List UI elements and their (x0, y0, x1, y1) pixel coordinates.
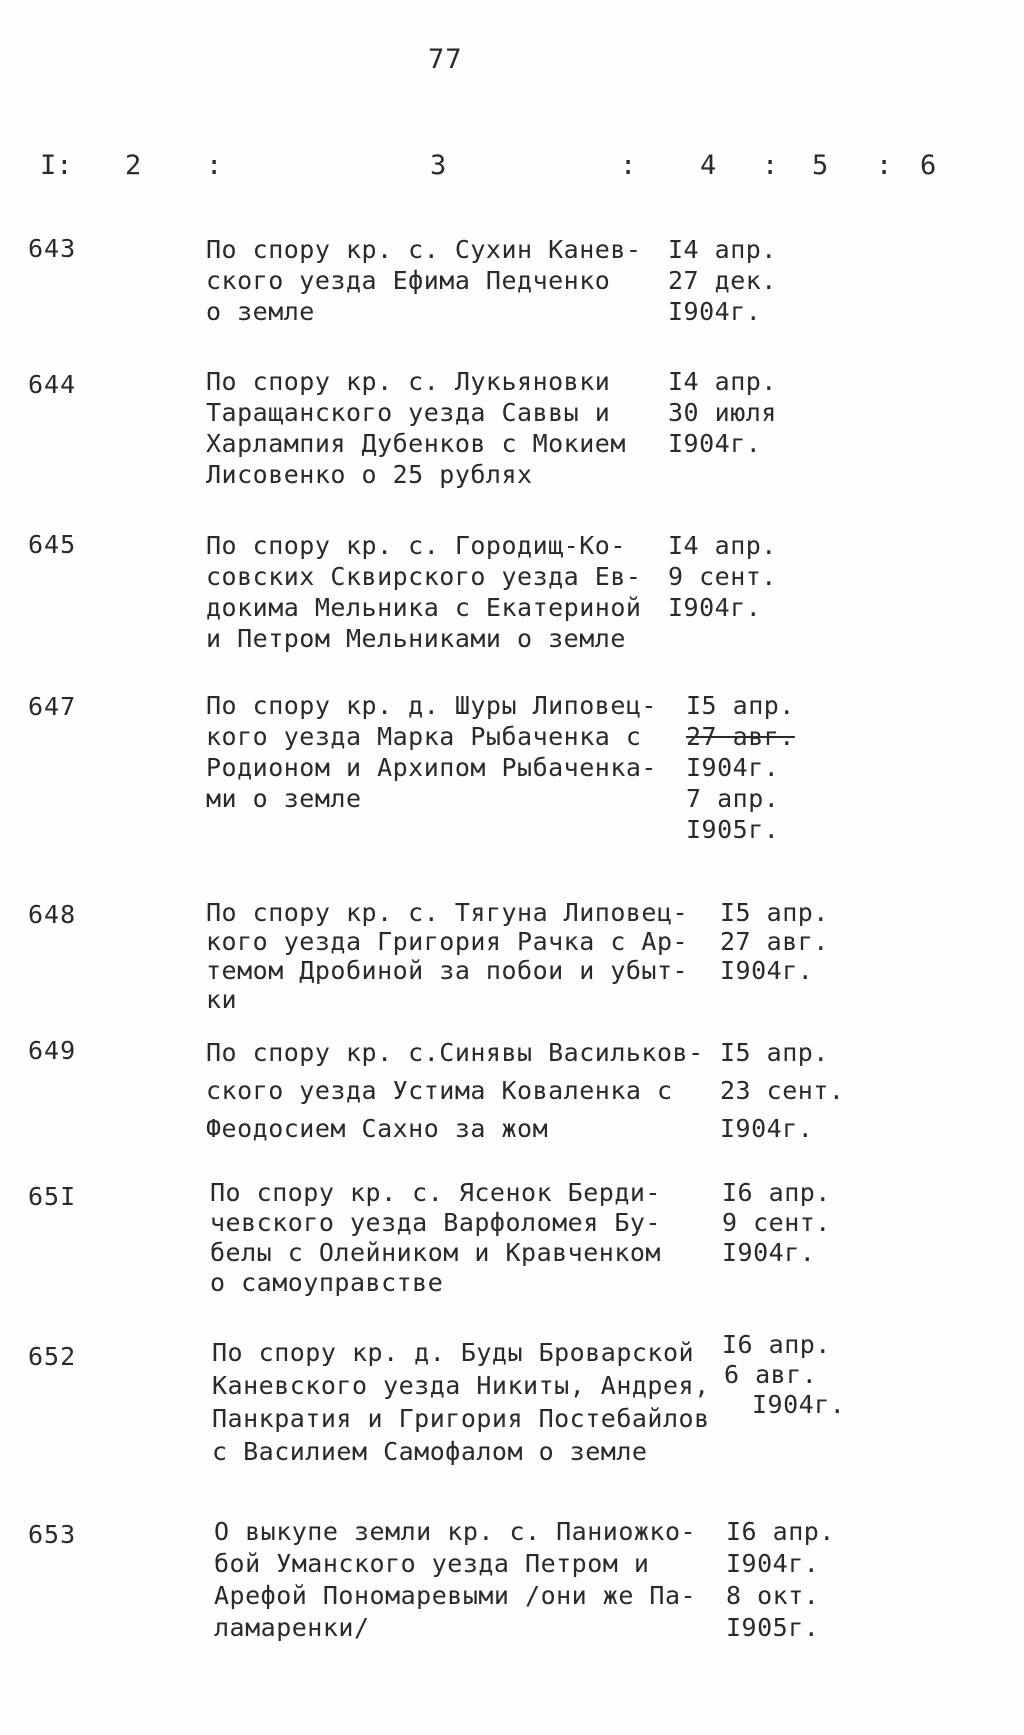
date-line: 23 сент. (720, 1076, 845, 1105)
date-line: I5 апр. (720, 898, 829, 927)
description-line: белы с Олейником и Кравченком (210, 1238, 661, 1267)
description-line: о земле (206, 297, 315, 326)
column-separator: : (876, 150, 893, 181)
entry-number: 648 (28, 900, 77, 929)
date-line: 8 окт. (726, 1581, 820, 1610)
entry-number: 652 (28, 1342, 77, 1371)
entry-dates (722, 1330, 845, 1420)
description-line: и Петром Мельниками о земле (206, 624, 626, 653)
date-line: I904г. (686, 753, 780, 782)
description-line: Таращанского уезда Саввы и (206, 398, 611, 427)
date-line: I6 апр. (722, 1178, 831, 1207)
entry-description (212, 1336, 710, 1468)
description-line: ского уезда Ефима Педченко (206, 266, 611, 295)
date-line: I904г. (752, 1390, 846, 1419)
column-separator: : (762, 150, 779, 181)
description-line: Лисовенко о 25 рублях (206, 460, 533, 489)
date-line: I904г. (668, 429, 762, 458)
column-header-4: 4 (700, 150, 717, 181)
description-line: Родионом и Архипом Рыбаченка- (206, 753, 657, 782)
entry-description (206, 898, 688, 1014)
column-separator: : (620, 150, 637, 181)
date-line: I6 апр. (722, 1330, 831, 1359)
entry-number: 645 (28, 530, 77, 559)
date-line: I904г. (668, 297, 762, 326)
description-line: Арефой Пономаревыми /они же Па- (214, 1581, 697, 1610)
description-line: совских Сквирского уезда Ев- (206, 562, 642, 591)
entry-description (214, 1516, 696, 1644)
entry-number: 644 (28, 370, 77, 399)
date-line: I4 апр. (668, 531, 777, 560)
column-header-5: 5 (812, 150, 829, 181)
description-line: О выкупе земли кр. с. Паниожко- (214, 1517, 697, 1546)
description-line: По спору кр. с.Синявы Васильков- (206, 1038, 704, 1067)
date-line: I4 апр. (668, 235, 777, 264)
entry-dates (668, 530, 777, 623)
column-separator: : (206, 150, 223, 181)
date-line: 9 сент. (668, 562, 777, 591)
column-header-2: 2 (125, 150, 142, 181)
description-line: По спору кр. д. Буды Броварской (212, 1338, 695, 1367)
entry-number: 65I (28, 1182, 77, 1211)
date-line: 27 авг. (720, 927, 829, 956)
entry-dates (686, 690, 795, 845)
date-line: I904г. (720, 956, 814, 985)
date-line: I5 апр. (720, 1038, 829, 1067)
date-line: 30 июля (668, 398, 777, 427)
date-line: 9 сент. (722, 1208, 831, 1237)
description-line: ми о земле (206, 784, 362, 813)
description-line: чевского уезда Варфоломея Бу- (210, 1208, 661, 1237)
description-line: По спору кр. с. Ясенок Берди- (210, 1178, 661, 1207)
entry-dates (720, 898, 829, 985)
entry-dates (722, 1178, 831, 1268)
date-line: 27 дек. (668, 266, 777, 295)
date-line: I904г. (726, 1549, 820, 1578)
description-line: По спору кр. д. Шуры Липовец- (206, 691, 657, 720)
description-line: кого уезда Григория Рачка с Ар- (206, 927, 689, 956)
column-header-6: 6 (920, 150, 937, 181)
description-line: с Василием Самофалом о земле (212, 1437, 648, 1466)
entry-number: 643 (28, 234, 77, 263)
entry-description (206, 1034, 704, 1148)
description-line: По спору кр. с. Сухин Канев- (206, 235, 642, 264)
date-line: I904г. (668, 593, 762, 622)
date-line: 6 авг. (724, 1360, 818, 1389)
date-line: I4 апр. (668, 367, 777, 396)
description-line: ского уезда Устима Коваленка с (206, 1076, 673, 1105)
date-line: I904г. (720, 1114, 814, 1143)
description-line: ламаренки/ (214, 1613, 370, 1642)
description-line: По спору кр. с. Тягуна Липовец- (206, 898, 689, 927)
description-line: кого уезда Марка Рыбаченка с (206, 722, 642, 751)
description-line: По спору кр. с. Лукьяновки (206, 367, 611, 396)
entry-number: 649 (28, 1036, 77, 1065)
description-line: Панкратия и Григория Постебайлов (212, 1404, 710, 1433)
entry-dates (668, 366, 777, 459)
column-header-1: I: (40, 150, 73, 181)
entry-description (206, 690, 657, 814)
entry-dates (720, 1034, 844, 1148)
date-line: I6 апр. (726, 1517, 835, 1546)
entry-number: 653 (28, 1520, 77, 1549)
page-number: 77 (428, 44, 463, 75)
description-line: Харлампия Дубенков с Мокием (206, 429, 626, 458)
description-line: бой Уманского уезда Петром и (214, 1549, 650, 1578)
description-line: темом Дробиной за побои и убыт- (206, 956, 689, 985)
entry-description (210, 1178, 661, 1298)
description-line: ки (206, 985, 238, 1014)
column-header-3: 3 (430, 150, 447, 181)
date-line: I904г. (722, 1238, 816, 1267)
date-line: 7 апр. (686, 784, 780, 813)
description-line: Феодосием Сахно за жом (206, 1114, 549, 1143)
description-line: По спору кр. с. Городищ-Ко- (206, 531, 626, 560)
entry-description (206, 234, 641, 327)
date-line: I905г. (686, 815, 780, 844)
entry-number: 647 (28, 692, 77, 721)
date-line: I5 апр. (686, 691, 795, 720)
entry-dates (726, 1516, 835, 1644)
description-line: Каневского уезда Никиты, Андрея, (212, 1371, 710, 1400)
entry-dates (668, 234, 777, 327)
entry-description (206, 366, 626, 490)
entry-description (206, 530, 641, 654)
date-line-struck: 27 авг. (686, 722, 795, 751)
date-line: I905г. (726, 1613, 820, 1642)
description-line: докима Мельника с Екатериной (206, 593, 642, 622)
description-line: о самоуправстве (210, 1268, 444, 1297)
